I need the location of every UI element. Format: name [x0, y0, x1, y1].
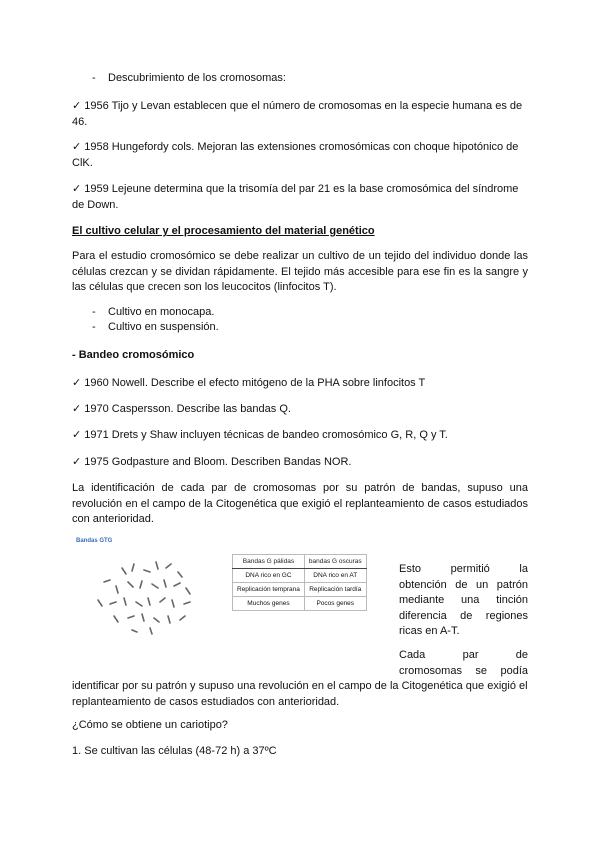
chromosome-spread-image — [74, 550, 226, 638]
banding-figure — [72, 538, 398, 640]
band-comparison-table — [232, 554, 367, 611]
check-icon: ✓ — [72, 141, 82, 153]
karyotype-question: ¿Cómo se obtiene un cariotipo? — [72, 719, 228, 731]
check-icon: ✓ — [72, 403, 82, 415]
banding-1971: ✓ 1971 Drets y Shaw incluyen técnicas de bandeo cromosómico G, R, Q y T. — [72, 429, 448, 441]
section-heading: El cultivo celular y el procesamiento del material genético — [72, 225, 375, 237]
banding-1960: ✓ 1960 Nowell. Describe el efecto mitógeno de la PHA sobre linfocitos T — [72, 377, 426, 389]
table-cell: Replicación tardía — [304, 583, 366, 597]
table-cell: Pocos genes — [304, 597, 366, 611]
continuation-paragraph: identificar por su patrón y supuso una revolución en el campo de la Citogenética que exigió el replanteamiento de casos estudiados con anterioridad. — [72, 680, 528, 708]
figure-title: Bandas GTG — [76, 538, 113, 544]
table-cell: bandas G oscuras — [304, 555, 366, 569]
table-cell: Bandas G pálidas — [233, 555, 305, 569]
table-cell: DNA rico en AT — [304, 569, 366, 583]
history-1959: ✓ 1959 Lejeune determina que la trisomía del par 21 es la base cromosómica del síndrome de Down. — [72, 183, 519, 211]
table-cell: Replicación temprana — [233, 583, 305, 597]
culture-type-item: - Cultivo en monocapa. — [92, 306, 215, 318]
banding-heading: - Bandeo cromosómico — [72, 349, 195, 361]
discovery-item: - Descubrimiento de los cromosomas: — [92, 72, 286, 84]
check-icon: ✓ — [72, 183, 82, 195]
culture-paragraph: Para el estudio cromosómico se debe realizar un cultivo de un tejido del individuo donde las células crezcan y se dividan rápidamente. El tejido más accesible para ese fin es la sangre y las células que crecen son los leucocitos (linfocitos T). — [72, 250, 528, 293]
banding-1975: ✓ 1975 Godpasture and Bloom. Describen Bandas NOR. — [72, 456, 352, 468]
check-icon: ✓ — [72, 429, 82, 441]
identification-paragraph: La identificación de cada par de cromosomas por su patrón de bandas, supuso una revolución en el campo de la Citogenética que exigió el replanteamiento de casos estudiados con anterioridad. — [72, 482, 528, 525]
check-icon: ✓ — [72, 100, 82, 112]
history-1958: ✓ 1958 Hungefordy cols. Mejoran las extensiones cromosómicas con choque hipotónico de ClK. — [72, 141, 519, 169]
table-cell: Muchos genes — [233, 597, 305, 611]
culture-type-item: - Cultivo en suspensión. — [92, 321, 219, 333]
step-1: 1. Se cultivan las células (48-72 h) a 37ºC — [72, 745, 277, 757]
history-1956: ✓ 1956 Tijo y Levan establecen que el número de cromosomas en la especie humana es de 46. — [72, 100, 523, 128]
check-icon: ✓ — [72, 456, 82, 468]
side-paragraph: Esto permitió la obtención de un patrón mediante una tinción diferencia de regiones ricas en A-T. — [399, 563, 528, 637]
side-paragraph-2: Cada par de cromosomas se podía — [399, 649, 528, 677]
table-cell: DNA rico en GC — [233, 569, 305, 583]
check-icon: ✓ — [72, 377, 82, 389]
banding-1970: ✓ 1970 Caspersson. Describe las bandas Q. — [72, 403, 291, 415]
